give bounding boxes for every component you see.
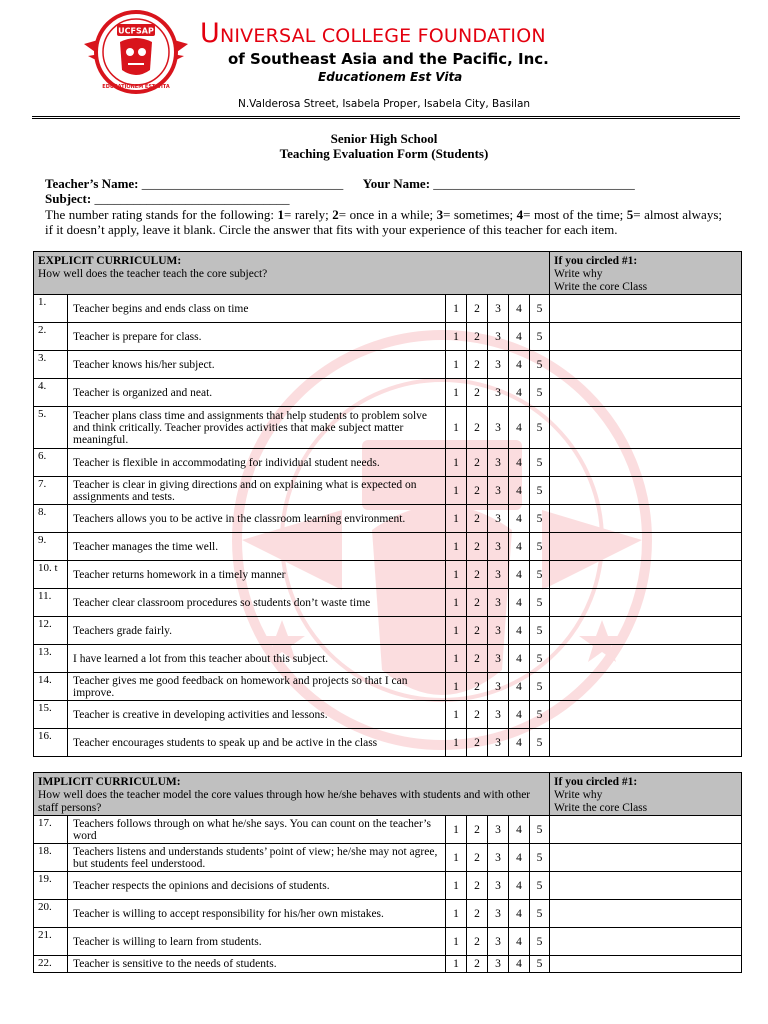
rating-option-5[interactable]: 5	[530, 379, 550, 407]
rating-option-3[interactable]: 3	[488, 673, 509, 701]
rating-option-4[interactable]: 4	[509, 407, 530, 449]
section-question: How well does the teacher model the core values through how he/she behaves with students and with other staff persons?	[38, 789, 531, 814]
rating-option-1[interactable]: 1	[446, 589, 467, 617]
item-number: 6.	[34, 449, 68, 477]
rating-option-4[interactable]: 4	[509, 844, 530, 872]
rating-option-4[interactable]: 4	[509, 589, 530, 617]
rating-instructions: The number rating stands for the following: 1= rarely; 2= once in a while; 3= sometimes; 4= most of the time; 5= almost always; if it doesn’t apply, leave it blank. Circle the answer that fits with your experience of this teacher for each item.	[45, 207, 722, 237]
item-number: 20.	[34, 900, 68, 928]
comment-cell[interactable]	[550, 900, 742, 928]
rating-option-3[interactable]: 3	[488, 900, 509, 928]
item-statement: Teacher plans class time and assignments that help students to problem solve and think critically. Teacher provides activities that make subject matter meaningful.	[68, 407, 446, 449]
rating-option-2[interactable]: 2	[467, 533, 488, 561]
rating-option-4[interactable]: 4	[509, 956, 530, 973]
item-number: 8.	[34, 505, 68, 533]
item-statement: Teacher knows his/her subject.	[68, 351, 446, 379]
item-number: 18.	[34, 844, 68, 872]
rating-option-4[interactable]: 4	[509, 729, 530, 757]
rating-option-3[interactable]: 3	[488, 505, 509, 533]
rating-option-2[interactable]: 2	[467, 589, 488, 617]
your-name-field[interactable]: _______________________________	[433, 176, 635, 191]
rating-option-4[interactable]: 4	[509, 505, 530, 533]
side-line-class: Write the core Class	[554, 802, 648, 814]
rating-option-3[interactable]: 3	[488, 872, 509, 900]
rating-option-2[interactable]: 2	[467, 379, 488, 407]
item-statement: Teacher is willing to accept responsibility for his/her own mistakes.	[68, 900, 446, 928]
rating-option-5[interactable]: 5	[530, 323, 550, 351]
item-statement: Teacher encourages students to speak up and be active in the class	[68, 729, 446, 757]
comment-cell[interactable]	[550, 407, 742, 449]
rating-option-2[interactable]: 2	[467, 505, 488, 533]
item-statement: I have learned a lot from this teacher about this subject.	[68, 645, 446, 673]
comment-cell[interactable]	[550, 844, 742, 872]
rating-option-3[interactable]: 3	[488, 645, 509, 673]
comment-cell[interactable]	[550, 561, 742, 589]
rating-option-2[interactable]: 2	[467, 956, 488, 973]
rating-option-5[interactable]: 5	[530, 561, 550, 589]
item-statement: Teacher returns homework in a timely manner	[68, 561, 446, 589]
side-title: If you circled #1:	[554, 255, 638, 267]
evaluation-row	[34, 645, 742, 673]
rating-option-1[interactable]: 1	[446, 956, 467, 973]
rating-option-2[interactable]: 2	[467, 407, 488, 449]
rating-option-5[interactable]: 5	[530, 533, 550, 561]
section-header-row	[34, 252, 742, 295]
comment-cell[interactable]	[550, 928, 742, 956]
rating-option-1[interactable]: 1	[446, 505, 467, 533]
header-divider	[32, 116, 740, 119]
letterhead	[0, 0, 768, 120]
rating-option-4[interactable]: 4	[509, 701, 530, 729]
rating-option-4[interactable]: 4	[509, 477, 530, 505]
rating-option-3[interactable]: 3	[488, 323, 509, 351]
comment-cell[interactable]	[550, 816, 742, 844]
subject-field[interactable]: ______________________________	[94, 191, 290, 206]
side-line-class: Write the core Class	[554, 281, 648, 293]
comment-cell[interactable]	[550, 477, 742, 505]
evaluation-row	[34, 589, 742, 617]
explicit-curriculum-table	[33, 251, 742, 757]
rating-option-1[interactable]: 1	[446, 407, 467, 449]
rating-option-2[interactable]: 2	[467, 323, 488, 351]
rating-option-1[interactable]: 1	[446, 379, 467, 407]
implicit-curriculum-table	[33, 772, 742, 973]
rating-option-3[interactable]: 3	[488, 729, 509, 757]
rating-option-3[interactable]: 3	[488, 295, 509, 323]
rating-option-1[interactable]: 1	[446, 872, 467, 900]
item-statement: Teachers grade fairly.	[68, 617, 446, 645]
rating-option-4[interactable]: 4	[509, 900, 530, 928]
rating-option-3[interactable]: 3	[488, 351, 509, 379]
item-statement: Teacher is flexible in accommodating for individual student needs.	[68, 449, 446, 477]
section-header	[34, 252, 550, 295]
college-subtitle: of Southeast Asia and the Pacific, Inc.	[228, 50, 549, 68]
side-instructions	[550, 252, 742, 295]
evaluation-row	[34, 701, 742, 729]
rating-option-2[interactable]: 2	[467, 617, 488, 645]
comment-cell[interactable]	[550, 449, 742, 477]
svg-text:EDUCATIONEM EST VITA: EDUCATIONEM EST VITA	[102, 84, 170, 90]
item-statement: Teacher clear classroom procedures so students don’t waste time	[68, 589, 446, 617]
teacher-name-field[interactable]: _______________________________	[141, 176, 344, 191]
subject-row	[45, 191, 635, 206]
rating-option-4[interactable]: 4	[509, 351, 530, 379]
rating-option-4[interactable]: 4	[509, 872, 530, 900]
evaluation-row	[34, 295, 742, 323]
item-statement: Teachers listens and understands students’ point of view; he/she may not agree, but students feel understood.	[68, 844, 446, 872]
rating-option-5[interactable]: 5	[530, 928, 550, 956]
evaluation-row	[34, 956, 742, 973]
side-title: If you circled #1:	[554, 776, 638, 788]
item-statement: Teacher is willing to learn from students.	[68, 928, 446, 956]
comment-cell[interactable]	[550, 701, 742, 729]
rating-option-1[interactable]: 1	[446, 645, 467, 673]
rating-option-5[interactable]: 5	[530, 589, 550, 617]
form-fields	[45, 176, 635, 206]
rating-option-5[interactable]: 5	[530, 617, 550, 645]
item-statement: Teacher respects the opinions and decisions of students.	[68, 872, 446, 900]
rating-option-4[interactable]: 4	[509, 323, 530, 351]
item-number: 19.	[34, 872, 68, 900]
rating-option-2[interactable]: 2	[467, 729, 488, 757]
rating-option-2[interactable]: 2	[467, 872, 488, 900]
rating-option-3[interactable]: 3	[488, 449, 509, 477]
item-statement: Teacher is sensitive to the needs of students.	[68, 956, 446, 973]
section-title: EXPLICIT CURRICULUM:	[38, 255, 182, 267]
item-number: 15.	[34, 701, 68, 729]
rating-option-4[interactable]: 4	[509, 295, 530, 323]
college-address: N.Valderosa Street, Isabela Proper, Isabela City, Basilan	[237, 98, 531, 110]
rating-option-2[interactable]: 2	[467, 351, 488, 379]
document-title-line2: Teaching Evaluation Form (Students)	[279, 146, 489, 161]
rating-option-5[interactable]: 5	[530, 295, 550, 323]
comment-cell[interactable]	[550, 323, 742, 351]
rating-option-2[interactable]: 2	[467, 844, 488, 872]
rating-option-2[interactable]: 2	[467, 673, 488, 701]
teacher-name-label: Teacher’s Name:	[45, 176, 139, 191]
rating-option-3[interactable]: 3	[488, 956, 509, 973]
college-motto: Educationem Est Vita	[318, 70, 463, 84]
rating-option-4[interactable]: 4	[509, 673, 530, 701]
rating-option-3[interactable]: 3	[488, 844, 509, 872]
rating-option-5[interactable]: 5	[530, 872, 550, 900]
rating-option-1[interactable]: 1	[446, 449, 467, 477]
item-statement: Teacher is prepare for class.	[68, 323, 446, 351]
rating-option-1[interactable]: 1	[446, 295, 467, 323]
rating-option-2[interactable]: 2	[467, 645, 488, 673]
rating-option-4[interactable]: 4	[509, 561, 530, 589]
rating-option-3[interactable]: 3	[488, 589, 509, 617]
rating-option-5[interactable]: 5	[530, 900, 550, 928]
item-number: 22.	[34, 956, 68, 973]
rating-option-1[interactable]: 1	[446, 561, 467, 589]
rating-option-5[interactable]: 5	[530, 956, 550, 973]
section-question: How well does the teacher teach the core subject?	[38, 268, 268, 280]
evaluation-row	[34, 729, 742, 757]
rating-option-1[interactable]: 1	[446, 617, 467, 645]
item-number: 17.	[34, 816, 68, 844]
rating-option-3[interactable]: 3	[488, 561, 509, 589]
teacher-name-row	[45, 176, 635, 191]
side-instructions	[550, 773, 742, 816]
comment-cell[interactable]	[550, 295, 742, 323]
item-number: 11.	[34, 589, 68, 617]
rating-option-2[interactable]: 2	[467, 900, 488, 928]
rating-option-2[interactable]: 2	[467, 816, 488, 844]
item-number: 16.	[34, 729, 68, 757]
comment-cell[interactable]	[550, 729, 742, 757]
section-title: IMPLICIT CURRICULUM:	[38, 776, 181, 788]
rating-option-1[interactable]: 1	[446, 323, 467, 351]
item-statement: Teacher gives me good feedback on homework and projects so that I can improve.	[68, 673, 446, 701]
rating-option-4[interactable]: 4	[509, 816, 530, 844]
rating-option-3[interactable]: 3	[488, 379, 509, 407]
rating-option-1[interactable]: 1	[446, 928, 467, 956]
rating-option-5[interactable]: 5	[530, 351, 550, 379]
rating-option-2[interactable]: 2	[467, 928, 488, 956]
item-number: 3.	[34, 351, 68, 379]
evaluation-row	[34, 617, 742, 645]
document-title-line1: Senior High School	[330, 131, 438, 146]
rating-option-3[interactable]: 3	[488, 407, 509, 449]
section-header-row	[34, 773, 742, 816]
rating-option-1[interactable]: 1	[446, 729, 467, 757]
rating-option-3[interactable]: 3	[488, 928, 509, 956]
evaluation-row	[34, 673, 742, 701]
item-number: 13.	[34, 645, 68, 673]
evaluation-row	[34, 900, 742, 928]
evaluation-row	[34, 561, 742, 589]
rating-option-2[interactable]: 2	[467, 701, 488, 729]
item-number: 2.	[34, 323, 68, 351]
item-number: 4.	[34, 379, 68, 407]
rating-option-5[interactable]: 5	[530, 505, 550, 533]
evaluation-row	[34, 449, 742, 477]
rating-option-5[interactable]: 5	[530, 844, 550, 872]
rating-option-1[interactable]: 1	[446, 900, 467, 928]
evaluation-row	[34, 477, 742, 505]
rating-option-4[interactable]: 4	[509, 928, 530, 956]
rating-option-3[interactable]: 3	[488, 533, 509, 561]
item-number: 1.	[34, 295, 68, 323]
rating-option-4[interactable]: 4	[509, 617, 530, 645]
rating-option-5[interactable]: 5	[530, 449, 550, 477]
evaluation-row	[34, 816, 742, 844]
evaluation-row	[34, 351, 742, 379]
rating-option-5[interactable]: 5	[530, 701, 550, 729]
item-number: 5.	[34, 407, 68, 449]
rating-option-3[interactable]: 3	[488, 701, 509, 729]
comment-cell[interactable]	[550, 673, 742, 701]
evaluation-row	[34, 872, 742, 900]
item-number: 10. t	[34, 561, 68, 589]
rating-option-5[interactable]: 5	[530, 729, 550, 757]
item-number: 14.	[34, 673, 68, 701]
rating-option-1[interactable]: 1	[446, 844, 467, 872]
evaluation-row	[34, 379, 742, 407]
document-title	[0, 131, 768, 161]
subject-label: Subject:	[45, 191, 92, 206]
rating-option-5[interactable]: 5	[530, 816, 550, 844]
rating-option-3[interactable]: 3	[488, 816, 509, 844]
item-statement: Teacher is creative in developing activities and lessons.	[68, 701, 446, 729]
rating-option-4[interactable]: 4	[509, 533, 530, 561]
rating-option-1[interactable]: 1	[446, 816, 467, 844]
rating-option-2[interactable]: 2	[467, 477, 488, 505]
rating-option-2[interactable]: 2	[467, 295, 488, 323]
comment-cell[interactable]	[550, 589, 742, 617]
item-statement: Teacher is clear in giving directions and on explaining what is expected on assignments and tests.	[68, 477, 446, 505]
side-line-why: Write why	[554, 789, 603, 801]
comment-cell[interactable]	[550, 645, 742, 673]
rating-option-5[interactable]: 5	[530, 673, 550, 701]
rating-option-5[interactable]: 5	[530, 407, 550, 449]
comment-cell[interactable]	[550, 505, 742, 533]
item-statement: Teachers follows through on what he/she says. You can count on the teacher’s word	[68, 816, 446, 844]
rating-option-4[interactable]: 4	[509, 645, 530, 673]
rating-option-1[interactable]: 1	[446, 477, 467, 505]
side-line-why: Write why	[554, 268, 603, 280]
rating-option-1[interactable]: 1	[446, 351, 467, 379]
rating-option-2[interactable]: 2	[467, 561, 488, 589]
item-statement: Teacher begins and ends class on time	[68, 295, 446, 323]
comment-cell[interactable]	[550, 351, 742, 379]
college-logo-icon	[84, 8, 188, 96]
evaluation-row	[34, 844, 742, 872]
comment-cell[interactable]	[550, 533, 742, 561]
item-number: 9.	[34, 533, 68, 561]
section-header	[34, 773, 550, 816]
item-statement: Teacher manages the time well.	[68, 533, 446, 561]
rating-option-5[interactable]: 5	[530, 477, 550, 505]
evaluation-row	[34, 407, 742, 449]
evaluation-row	[34, 533, 742, 561]
comment-cell[interactable]	[550, 872, 742, 900]
item-number: 21.	[34, 928, 68, 956]
item-number: 12.	[34, 617, 68, 645]
item-number: 7.	[34, 477, 68, 505]
your-name-label: Your Name:	[362, 176, 431, 191]
item-statement: Teachers allows you to be active in the classroom learning environment.	[68, 505, 446, 533]
rating-option-2[interactable]: 2	[467, 449, 488, 477]
rating-option-1[interactable]: 1	[446, 673, 467, 701]
evaluation-row	[34, 323, 742, 351]
evaluation-row	[34, 505, 742, 533]
college-name: UNIVERSAL COLLEGE FOUNDATION	[200, 18, 546, 49]
rating-option-3[interactable]: 3	[488, 617, 509, 645]
rating-option-4[interactable]: 4	[509, 379, 530, 407]
svg-text:UCFSAP: UCFSAP	[118, 26, 154, 36]
rating-option-1[interactable]: 1	[446, 533, 467, 561]
item-statement: Teacher is organized and neat.	[68, 379, 446, 407]
evaluation-row	[34, 928, 742, 956]
rating-option-1[interactable]: 1	[446, 701, 467, 729]
rating-option-5[interactable]: 5	[530, 645, 550, 673]
comment-cell[interactable]	[550, 617, 742, 645]
comment-cell[interactable]	[550, 379, 742, 407]
rating-option-3[interactable]: 3	[488, 477, 509, 505]
comment-cell[interactable]	[550, 956, 742, 973]
rating-option-4[interactable]: 4	[509, 449, 530, 477]
